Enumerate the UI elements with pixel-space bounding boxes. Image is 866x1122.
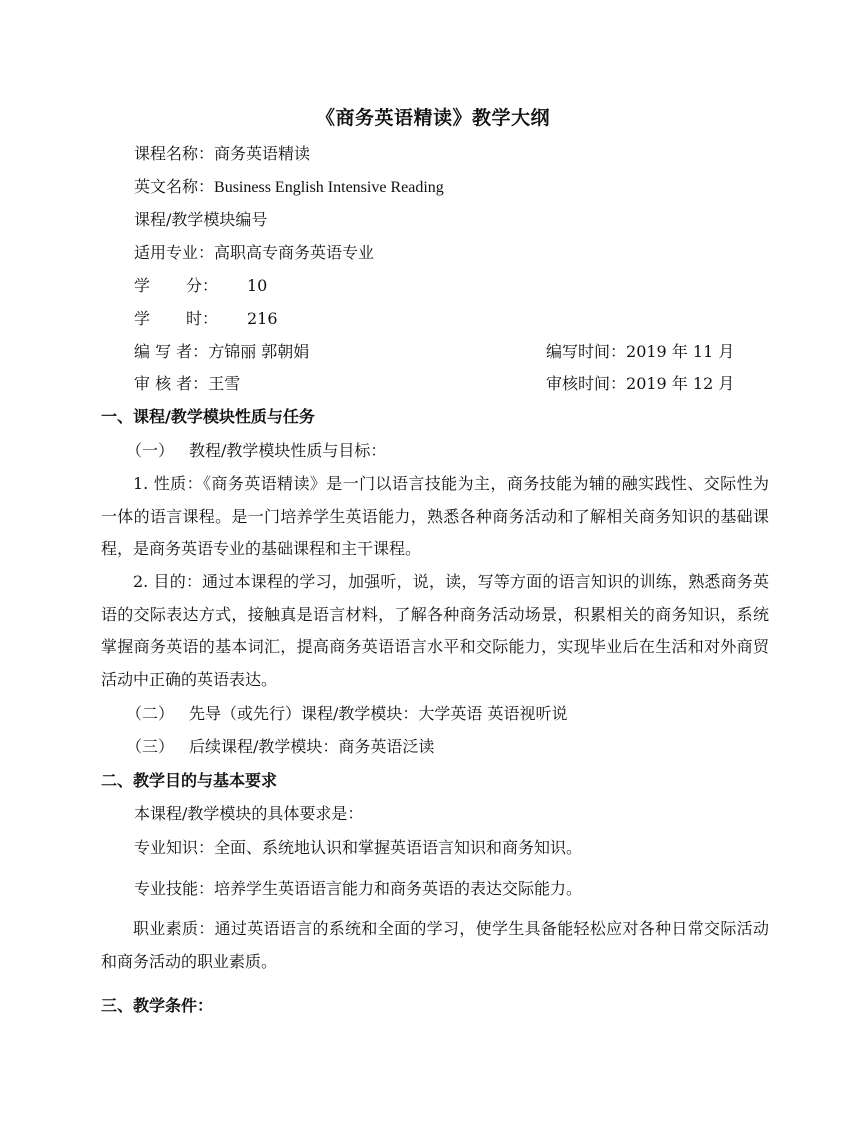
course-name-value: 商务英语精读	[214, 144, 311, 163]
major-value: 高职高专商务英语专业	[214, 243, 375, 262]
english-name-row	[134, 177, 444, 198]
credits-label-2: 分：	[186, 276, 219, 295]
hours-label-1: 学	[134, 309, 151, 328]
subsection-2-number: （二）	[126, 704, 175, 723]
write-time-value: 2019 年 11 月	[626, 342, 735, 361]
authors-row	[134, 342, 309, 362]
english-name-value: Business English Intensive Reading	[214, 179, 444, 196]
professional-quality: 职业素质：通过英语语言的系统和全面的学习，使学生具备能轻松应对各种日常交际活动和商务活动的职业素质。	[101, 919, 769, 971]
major-row	[134, 243, 374, 263]
course-name-row	[134, 144, 310, 164]
review-time-row	[546, 374, 734, 394]
english-name-label: 英文名称：	[134, 177, 215, 196]
credits-value: 10	[247, 276, 268, 295]
paragraph-purpose: 2. 目的：通过本课程的学习，加强听，说，读，写等方面的语言知识的训练，熟悉商务英语的交际表达方式，接触真是语言材料，了解各种商务活动场景，积累相关的商务知识，系统掌握商务英语的基本词汇，提高商务英语语言水平和交际能力，实现毕业后在生活和对外商贸活动中正确的英语表达。	[101, 572, 769, 689]
section-2-heading: 二、教学目的与基本要求	[101, 771, 278, 790]
subsection-3-number: （三）	[126, 737, 175, 756]
document-title: 《商务英语精读》教学大纲	[315, 107, 550, 129]
subsection-1-text: 教程/教学模块性质与目标：	[189, 441, 387, 460]
review-time-value: 2019 年 12 月	[626, 374, 735, 393]
reviewer-value: 王雪	[208, 374, 241, 393]
paragraph-nature: 1. 性质：《商务英语精读》是一门以语言技能为主，商务技能为辅的融实践性、交际性为一体的语言课程。是一门培养学生英语能力，熟悉各种商务活动和了解相关商务知识的基础课程，是商务英语专业的基础课程和主干课程。	[101, 474, 769, 558]
professional-knowledge: 专业知识：全面、系统地认识和掌握英语语言知识和商务知识。	[134, 838, 583, 857]
reviewer-label: 审 核 者：	[134, 374, 209, 393]
write-time-label: 编写时间：	[546, 342, 627, 361]
hours-value: 216	[247, 309, 278, 328]
authors-value: 方锦丽 郭朝娟	[208, 342, 310, 361]
subsection-1-number: （一）	[126, 441, 175, 460]
course-code-label: 课程/教学模块编号	[134, 210, 268, 229]
major-label: 适用专业：	[134, 243, 215, 262]
reviewer-row	[134, 374, 240, 394]
authors-label: 编 写 者：	[134, 342, 209, 361]
subsection-2-text: 先导（或先行）课程/教学模块：大学英语 英语视听说	[189, 704, 568, 723]
section-1-heading: 一、课程/教学模块性质与任务	[101, 407, 315, 426]
course-name-label: 课程名称：	[134, 144, 215, 163]
hours-label-2: 时：	[186, 309, 219, 328]
section-3-heading: 三、教学条件：	[101, 996, 214, 1015]
requirements-intro: 本课程/教学模块的具体要求是：	[134, 804, 364, 823]
professional-skills: 专业技能：培养学生英语语言能力和商务英语的表达交际能力。	[134, 879, 583, 898]
subsection-3-text: 后续课程/教学模块：商务英语泛读	[189, 737, 435, 756]
review-time-label: 审核时间：	[546, 374, 627, 393]
credits-label-1: 学	[134, 276, 151, 295]
write-time-row	[546, 342, 734, 362]
